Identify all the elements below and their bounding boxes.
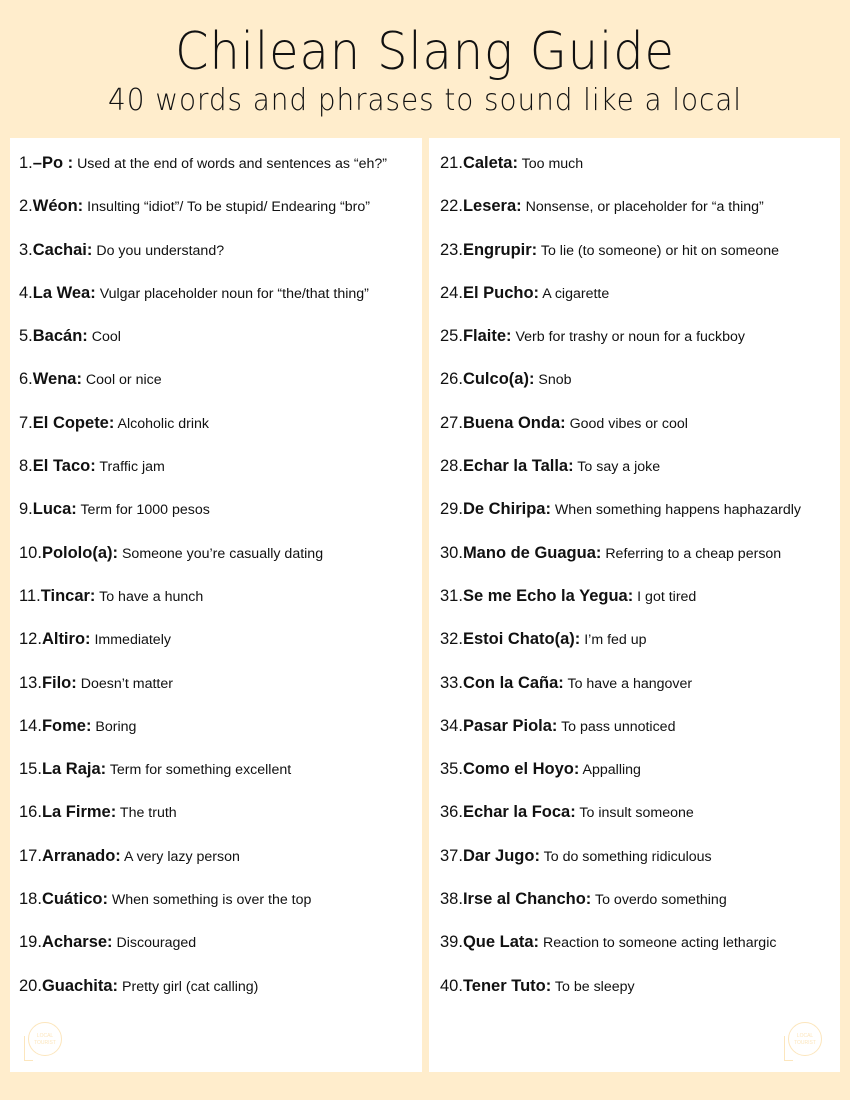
- entry-definition: Term for 1000 pesos: [80, 502, 210, 519]
- entry-number: 2.: [19, 197, 33, 216]
- entry-term: La Firme:: [41, 803, 117, 822]
- entry-term: Pololo(a):: [41, 543, 119, 562]
- slang-entry: [19, 672, 422, 715]
- entry-number: 13.: [19, 673, 42, 692]
- slang-entry: [440, 801, 840, 844]
- entry-number: 6.: [19, 370, 33, 389]
- entry-term: Guachita:: [41, 976, 119, 995]
- slang-entry: [19, 455, 422, 498]
- slang-entry: [440, 931, 840, 974]
- entry-term: De Chiripa:: [462, 500, 551, 519]
- entry-term: Tener Tuto:: [462, 976, 552, 995]
- slang-entry: [440, 455, 840, 498]
- entry-definition: Immediately: [94, 632, 171, 649]
- entry-term: Estoi Chato(a):: [462, 630, 581, 649]
- logo-line1: LOCAL: [796, 1033, 814, 1039]
- entry-term: Como el Hoyo:: [462, 760, 580, 779]
- entry-term: Acharse:: [41, 933, 113, 952]
- entry-number: 20.: [19, 976, 42, 995]
- slang-entry: [440, 282, 840, 325]
- slang-entry: [440, 975, 840, 1018]
- entry-term: Lesera:: [462, 197, 522, 216]
- entry-number: 19.: [19, 933, 42, 952]
- slang-entry: [19, 282, 422, 325]
- entry-definition: Discouraged: [116, 935, 197, 952]
- slang-entry: [440, 412, 840, 455]
- slang-entry: [440, 585, 840, 628]
- entry-number: 37.: [440, 846, 463, 865]
- entry-term: Flaite:: [462, 327, 512, 346]
- entry-definition: To insult someone: [579, 805, 694, 822]
- entry-definition: Referring to a cheap person: [605, 545, 782, 562]
- slang-entry: [440, 368, 840, 411]
- entry-definition: To pass unnoticed: [561, 718, 676, 735]
- entry-definition: Appalling: [582, 762, 641, 779]
- slang-entry: [440, 715, 840, 758]
- entry-definition: To do something ridiculous: [543, 848, 712, 865]
- entry-number: 34.: [440, 716, 463, 735]
- entry-number: 29.: [440, 500, 463, 519]
- entry-number: 24.: [440, 283, 463, 302]
- entry-definition: Too much: [521, 156, 584, 172]
- entry-number: 1.: [19, 154, 33, 172]
- logo-line1: LOCAL: [36, 1033, 54, 1039]
- entry-term: Wéon:: [32, 197, 84, 216]
- entry-term: Filo:: [41, 673, 77, 692]
- entry-definition: To be sleepy: [554, 978, 635, 995]
- slang-entry: [19, 152, 422, 195]
- slang-entry: [440, 239, 840, 282]
- entry-definition: When something happens haphazardly: [554, 502, 801, 519]
- entry-term: Engrupir:: [462, 240, 538, 259]
- slang-entry: [19, 412, 422, 455]
- slang-entry: [19, 758, 422, 801]
- entry-number: 22.: [440, 197, 463, 216]
- entry-definition: Nonsense, or placeholder for “a thing”: [525, 199, 764, 216]
- entry-term: El Pucho:: [462, 283, 540, 302]
- slang-entry: [440, 498, 840, 541]
- logo-circle: [28, 1022, 62, 1056]
- entry-term: El Copete:: [32, 413, 115, 432]
- entry-number: 26.: [440, 370, 463, 389]
- slang-entry: [440, 195, 840, 238]
- slang-entry: [19, 715, 422, 758]
- entry-number: 25.: [440, 327, 463, 346]
- entry-number: 28.: [440, 457, 463, 476]
- entry-term: Luca:: [32, 500, 77, 519]
- entry-definition: Good vibes or cool: [569, 415, 688, 432]
- right-column-panel: [429, 138, 840, 1072]
- slang-entry: [19, 498, 422, 541]
- slang-entry: [440, 152, 840, 195]
- slang-entry: [19, 975, 422, 1018]
- entry-number: 7.: [19, 413, 33, 432]
- entry-number: 40.: [440, 976, 463, 995]
- entry-term: Con la Caña:: [462, 673, 564, 692]
- entry-definition: Term for something excellent: [109, 762, 292, 779]
- slang-entry: [440, 672, 840, 715]
- entry-definition: Doesn’t matter: [80, 675, 173, 692]
- entry-term: Dar Jugo:: [462, 846, 540, 865]
- entry-number: 3.: [19, 240, 33, 259]
- entry-term: La Wea:: [32, 283, 96, 302]
- entry-term: Cuático:: [41, 890, 108, 909]
- entry-number: 36.: [440, 803, 463, 822]
- entry-definition: The truth: [119, 805, 177, 822]
- logo-circle: [788, 1022, 822, 1056]
- slang-entry: [440, 845, 840, 888]
- entry-definition: To overdo something: [595, 892, 727, 909]
- entry-number: 15.: [19, 760, 42, 779]
- entry-number: 35.: [440, 760, 463, 779]
- entry-number: 17.: [19, 846, 42, 865]
- entry-definition: Used at the end of words and sentences as “eh?”: [77, 156, 388, 172]
- entry-definition: To say a joke: [577, 459, 661, 476]
- entry-number: 8.: [19, 457, 33, 476]
- entry-number: 12.: [19, 630, 42, 649]
- slang-entry: [19, 888, 422, 931]
- entry-number: 5.: [19, 327, 33, 346]
- entry-number: 9.: [19, 500, 33, 519]
- slang-list-left: [19, 152, 422, 1018]
- entry-number: 11.: [19, 586, 41, 605]
- entry-number: 27.: [440, 413, 463, 432]
- entry-term: Fome:: [41, 716, 92, 735]
- slang-entry: [440, 542, 840, 585]
- page-title: Chilean Slang Guide: [175, 22, 675, 82]
- slang-entry: [19, 931, 422, 974]
- entry-term: La Raja:: [41, 760, 107, 779]
- entry-number: 38.: [440, 890, 463, 909]
- entry-term: Buena Onda:: [462, 413, 566, 432]
- slang-entry: [19, 845, 422, 888]
- entry-definition: I got tired: [637, 588, 697, 605]
- entry-term: Pasar Piola:: [462, 716, 558, 735]
- entry-definition: Cool or nice: [85, 372, 162, 389]
- entry-number: 18.: [19, 890, 42, 909]
- entry-term: Que Lata:: [462, 933, 540, 952]
- entry-definition: To have a hunch: [99, 588, 204, 605]
- entry-number: 4.: [19, 283, 33, 302]
- entry-definition: Traffic jam: [99, 459, 165, 476]
- slang-entry: [440, 325, 840, 368]
- entry-term: Se me Echo la Yegua:: [462, 586, 634, 605]
- entry-definition: To lie (to someone) or hit on someone: [540, 242, 780, 259]
- local-tourist-logo-icon: [784, 1022, 826, 1064]
- entry-number: 32.: [440, 630, 463, 649]
- entry-number: 10.: [19, 543, 42, 562]
- entry-term: Wena:: [32, 370, 82, 389]
- entry-term: El Taco:: [32, 457, 96, 476]
- entry-definition: Reaction to someone acting lethargic: [543, 935, 777, 952]
- entry-number: 30.: [440, 543, 463, 562]
- local-tourist-logo-icon: [24, 1022, 66, 1064]
- entry-term: –Po :: [32, 154, 74, 172]
- logo-line2: TOURIST: [794, 1040, 816, 1046]
- entry-term: Caleta:: [462, 154, 518, 172]
- entry-definition: A very lazy person: [123, 848, 240, 865]
- entry-number: 14.: [19, 716, 42, 735]
- entry-definition: Do you understand?: [96, 242, 225, 259]
- page-header: [0, 0, 850, 138]
- slang-entry: [19, 628, 422, 671]
- slang-entry: [19, 585, 422, 628]
- entry-number: 39.: [440, 933, 463, 952]
- entry-definition: Alcoholic drink: [117, 415, 210, 432]
- slang-entry: [440, 758, 840, 801]
- entry-term: Bacán:: [32, 327, 88, 346]
- slang-entry: [19, 325, 422, 368]
- entry-number: 31.: [440, 586, 463, 605]
- slang-entry: [19, 542, 422, 585]
- entry-number: 21.: [440, 154, 463, 172]
- entry-definition: Boring: [95, 718, 137, 735]
- entry-definition: Pretty girl (cat calling): [122, 978, 259, 995]
- slang-list-right: [440, 152, 840, 1018]
- slang-entry: [19, 239, 422, 282]
- entry-definition: Vulgar placeholder noun for “the/that thing”: [99, 285, 369, 302]
- entry-definition: To have a hangover: [567, 675, 693, 692]
- entry-definition: Snob: [538, 372, 572, 389]
- entry-definition: Insulting “idiot”/ To be stupid/ Endearing “bro”: [87, 199, 370, 216]
- entry-term: Culco(a):: [462, 370, 535, 389]
- entry-term: Arranado:: [41, 846, 121, 865]
- slang-entry: [19, 368, 422, 411]
- entry-definition: I’m fed up: [584, 632, 647, 649]
- entry-term: Mano de Guagua:: [462, 543, 602, 562]
- entry-number: 33.: [440, 673, 463, 692]
- entry-number: 23.: [440, 240, 463, 259]
- entry-term: Cachai:: [32, 240, 93, 259]
- left-column-panel: [10, 138, 422, 1072]
- logo-line2: TOURIST: [34, 1040, 56, 1046]
- entry-definition: A cigarette: [542, 285, 610, 302]
- slang-entry: [440, 888, 840, 931]
- entry-number: 16.: [19, 803, 42, 822]
- entry-definition: Cool: [91, 329, 121, 346]
- entry-definition: Verb for trashy or noun for a fuckboy: [515, 329, 745, 346]
- entry-definition: Someone you’re casually dating: [121, 545, 324, 562]
- slang-entry: [440, 628, 840, 671]
- entry-term: Echar la Foca:: [462, 803, 576, 822]
- entry-term: Altiro:: [41, 630, 91, 649]
- entry-definition: When something is over the top: [111, 892, 312, 909]
- page-subtitle: 40 words and phrases to sound like a local: [108, 83, 742, 118]
- entry-term: Tincar:: [40, 586, 96, 605]
- slang-entry: [19, 801, 422, 844]
- entry-term: Echar la Talla:: [462, 457, 574, 476]
- entry-term: Irse al Chancho:: [462, 890, 592, 909]
- slang-entry: [19, 195, 422, 238]
